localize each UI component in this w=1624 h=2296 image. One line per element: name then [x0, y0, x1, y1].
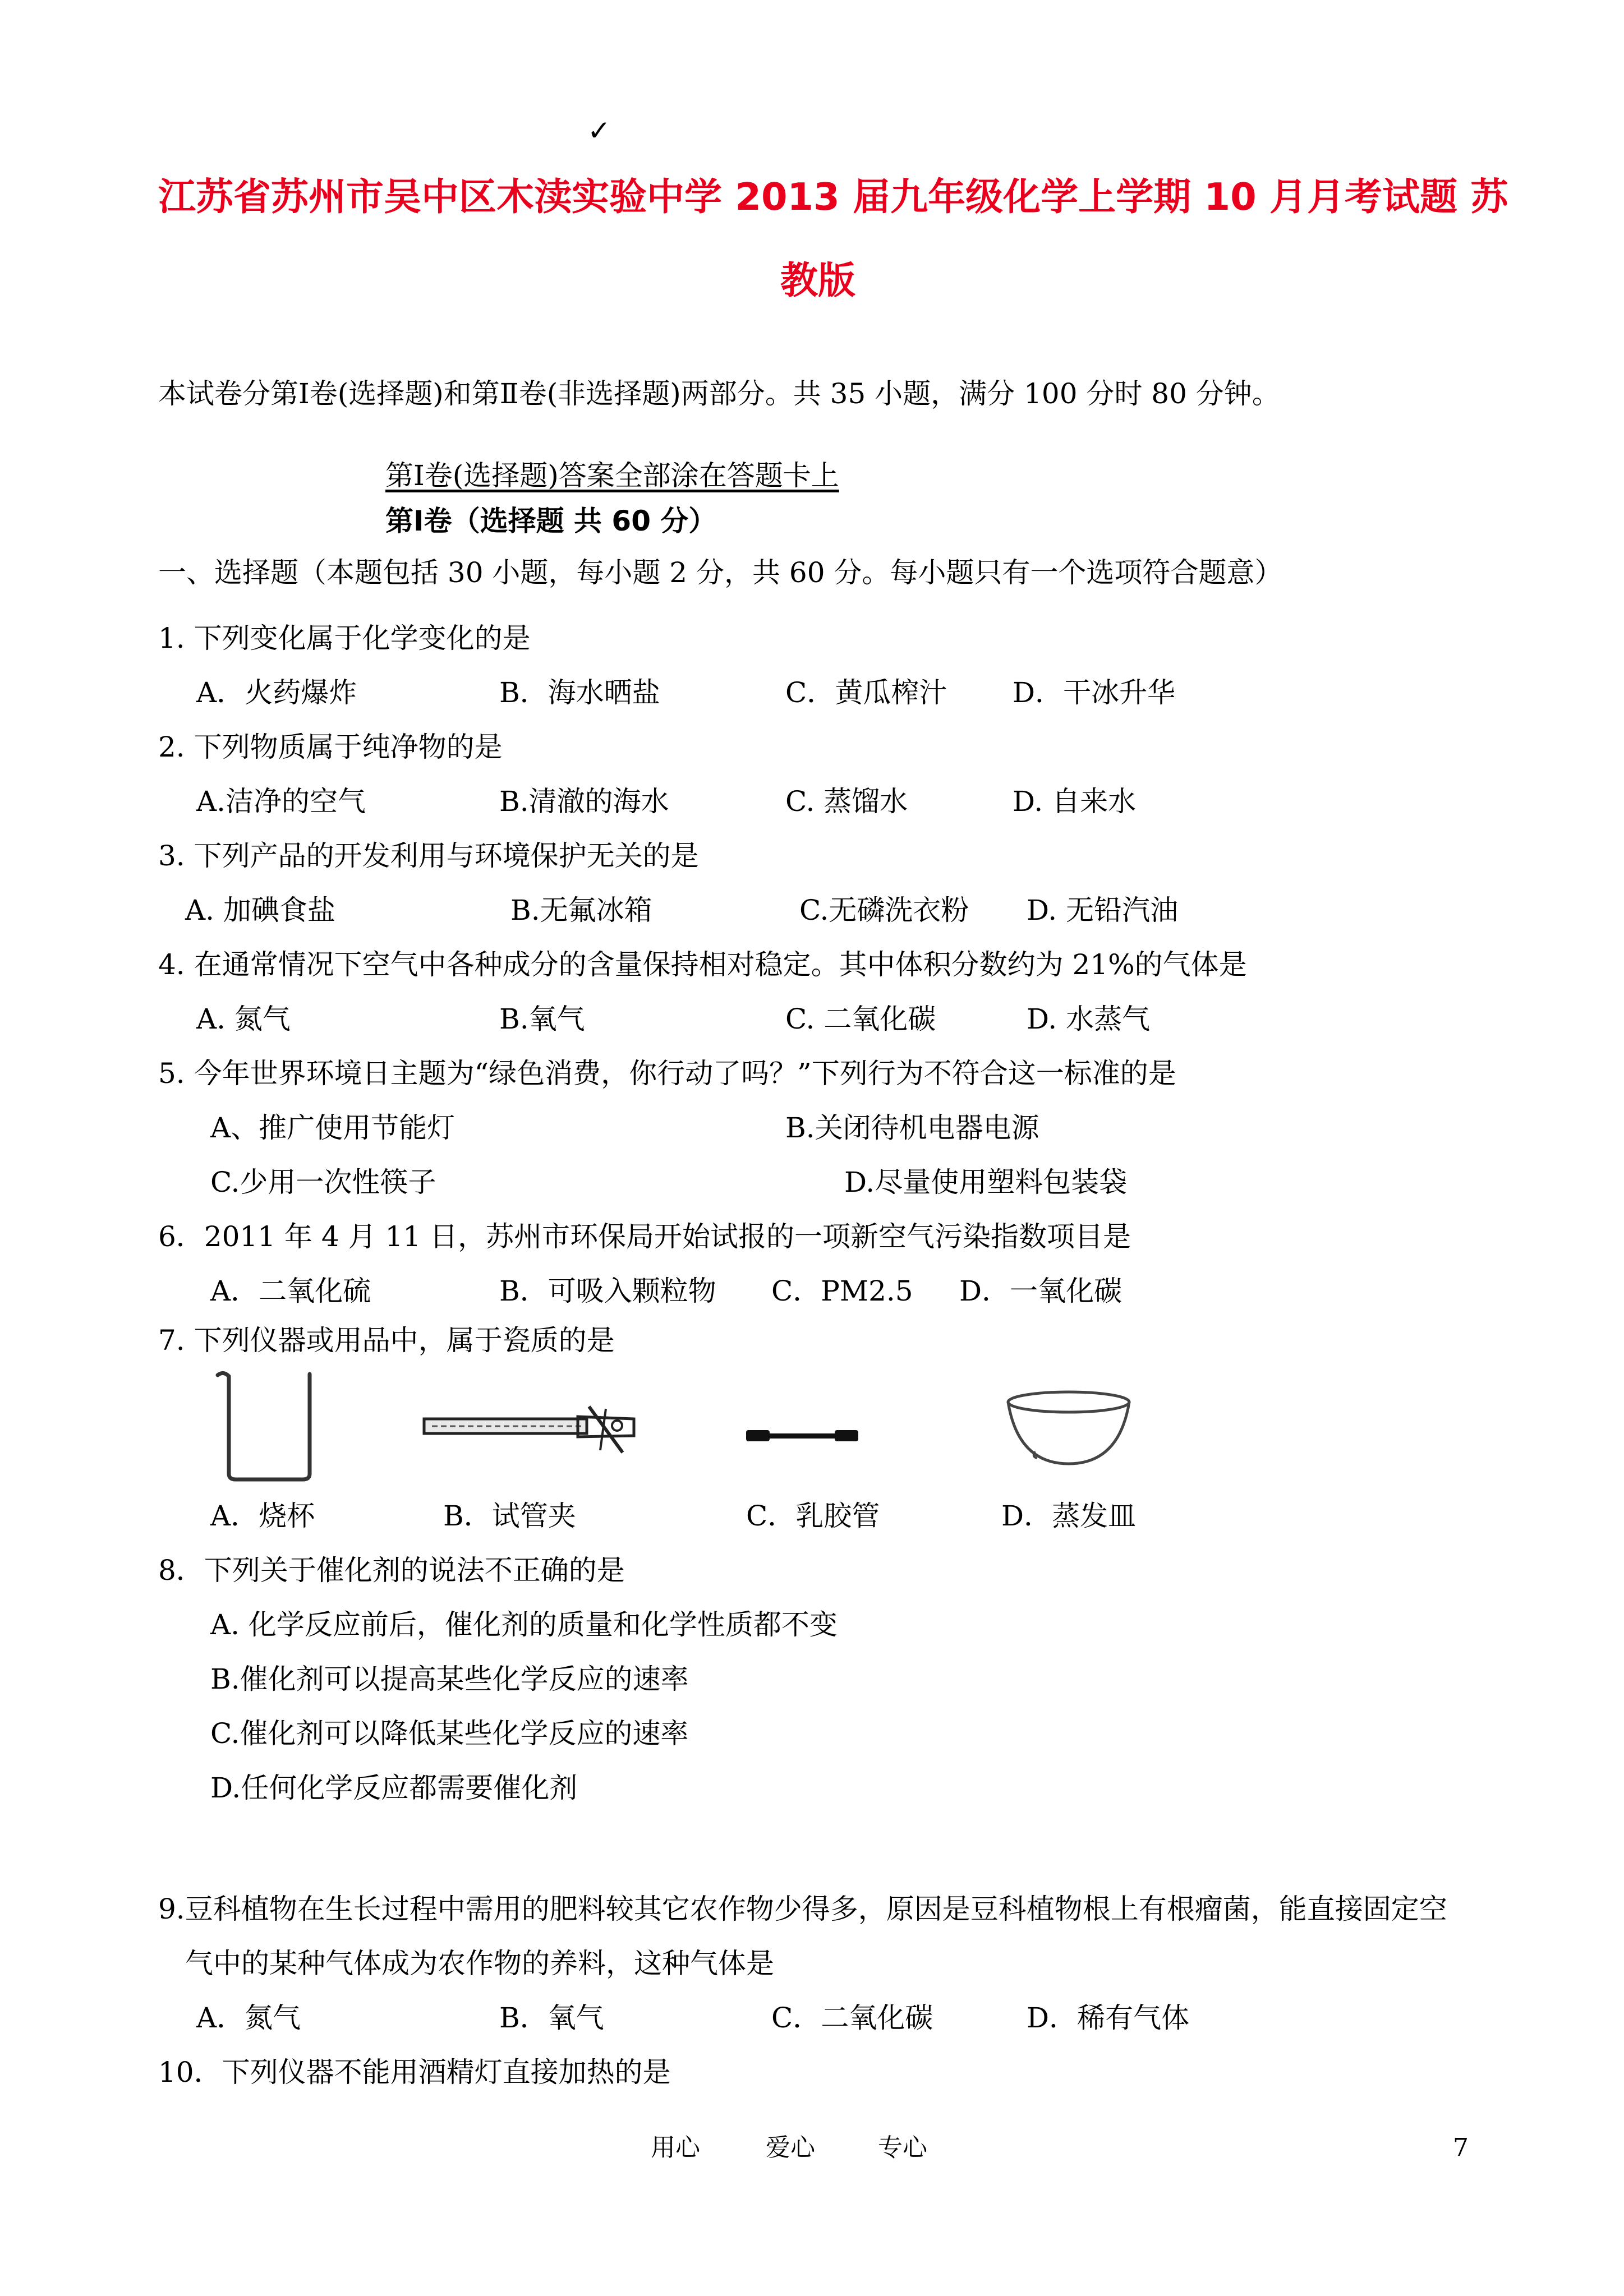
- test-tube-holder-icon: [421, 1396, 645, 1464]
- question-6-stem: 6．2011 年 4 月 11 日，苏州市环保局开始试报的一项新空气污染指数项目是: [158, 1220, 1131, 1253]
- question-1-stem: 1. 下列变化属于化学变化的是: [158, 622, 531, 654]
- question-4-option-d: D. 水蒸气: [1027, 1003, 1151, 1035]
- question-6-option-c: C．PM2.5: [771, 1275, 913, 1307]
- question-4-option-b: B.氧气: [499, 1003, 585, 1035]
- question-2-option-d: D. 自来水: [1013, 785, 1137, 818]
- question-9-stem: 9.豆科植物在生长过程中需用的肥料较其它农作物少得多，原因是豆科植物根上有根瘤菌，能直接固定空: [158, 1893, 1447, 1925]
- question-6-option-d: D．一氧化碳: [959, 1275, 1122, 1307]
- question-7-option-d: D．蒸发皿: [1001, 1500, 1137, 1532]
- question-5-option-a: A、推广使用节能灯: [210, 1112, 456, 1144]
- question-9-option-d: D．稀有气体: [1027, 2002, 1190, 2034]
- question-4-option-c: C. 二氧化碳: [785, 1003, 936, 1035]
- rubber-tube-icon: [746, 1424, 858, 1447]
- question-9-stem-continued: 气中的某种气体成为农作物的养料，这种气体是: [185, 1947, 774, 1980]
- question-3-option-d: D. 无铅汽油: [1027, 894, 1179, 926]
- check-mark-icon: ✓: [587, 114, 611, 147]
- question-8-option-d: D.任何化学反应都需要催化剂: [210, 1772, 578, 1804]
- question-4-stem: 4. 在通常情况下空气中各种成分的含量保持相对稳定。其中体积分数约为 21%的气体是: [158, 948, 1247, 981]
- question-3-option-b: B.无氟冰箱: [510, 894, 652, 926]
- question-9-option-c: C．二氧化碳: [771, 2002, 933, 2034]
- question-4-option-a: A. 氮气: [196, 1003, 291, 1035]
- section-instruction: 一、选择题（本题包括 30 小题，每小题 2 分，共 60 分。每小题只有一个选项符合题意）: [158, 556, 1283, 589]
- question-3-option-c: C.无磷洗衣粉: [799, 894, 969, 926]
- footer-motto-1: 用心: [651, 2133, 700, 2162]
- question-8-option-b: B.催化剂可以提高某些化学反应的速率: [210, 1663, 689, 1695]
- question-7-option-b: B．试管夹: [443, 1500, 576, 1532]
- question-1-option-d: D．干冰升华: [1013, 676, 1176, 709]
- question-7-option-c: C．乳胶管: [746, 1500, 880, 1532]
- question-9-option-b: B．氧气: [499, 2002, 604, 2034]
- question-7-option-a: A．烧杯: [210, 1500, 315, 1532]
- question-6-option-a: A．二氧化硫: [210, 1275, 371, 1307]
- document-title-line2: 教版: [780, 259, 855, 302]
- question-1-option-b: B．海水晒盐: [499, 676, 660, 709]
- beaker-icon: [213, 1368, 325, 1486]
- question-8-stem: 8．下列关于催化剂的说法不正确的是: [158, 1554, 625, 1587]
- footer-motto-2: 爱心: [766, 2133, 815, 2162]
- question-8-option-a: A. 化学反应前后，催化剂的质量和化学性质都不变: [210, 1608, 838, 1641]
- question-3-option-a: A. 加碘食盐: [185, 894, 335, 926]
- question-1-option-a: A．火药爆炸: [196, 676, 357, 709]
- question-5-option-b: B.关闭待机电器电源: [785, 1112, 1039, 1144]
- question-5-option-d: D.尽量使用塑料包装袋: [844, 1166, 1128, 1198]
- question-2-option-b: B.清澈的海水: [499, 785, 669, 818]
- question-2-option-c: C. 蒸馏水: [785, 785, 908, 818]
- section-title: 第Ⅰ卷（选择题 共 60 分）: [385, 505, 717, 537]
- question-7-stem: 7. 下列仪器或用品中，属于瓷质的是: [158, 1324, 615, 1357]
- question-10-stem: 10．下列仪器不能用酒精灯直接加热的是: [158, 2056, 671, 2088]
- answer-card-notice: 第Ⅰ卷(选择题)答案全部涂在答题卡上: [385, 459, 839, 492]
- question-5-option-c: C.少用一次性筷子: [210, 1166, 436, 1198]
- question-6-option-b: B．可吸入颗粒物: [499, 1275, 716, 1307]
- page-number: 7: [1453, 2133, 1469, 2162]
- document-title-line1: 江苏省苏州市吴中区木渎实验中学 2013 届九年级化学上学期 10 月月考试题 苏: [158, 175, 1508, 219]
- question-2-stem: 2. 下列物质属于纯净物的是: [158, 731, 503, 763]
- question-8-option-c: C.催化剂可以降低某些化学反应的速率: [210, 1717, 689, 1750]
- footer-motto-3: 专心: [878, 2133, 927, 2162]
- question-5-stem: 5. 今年世界环境日主题为“绿色消费，你行动了吗？”下列行为不符合这一标准的是: [158, 1057, 1176, 1090]
- evaporating-dish-icon: [1001, 1385, 1136, 1469]
- question-1-option-c: C．黄瓜榨汁: [785, 676, 947, 709]
- exam-intro: 本试卷分第Ⅰ卷(选择题)和第Ⅱ卷(非选择题)两部分。共 35 小题，满分 100 分时 80 分钟。: [158, 377, 1280, 410]
- question-9-option-a: A．氮气: [196, 2002, 301, 2034]
- question-3-stem: 3. 下列产品的开发利用与环境保护无关的是: [158, 840, 699, 872]
- question-2-option-a: A.洁净的空气: [196, 785, 366, 818]
